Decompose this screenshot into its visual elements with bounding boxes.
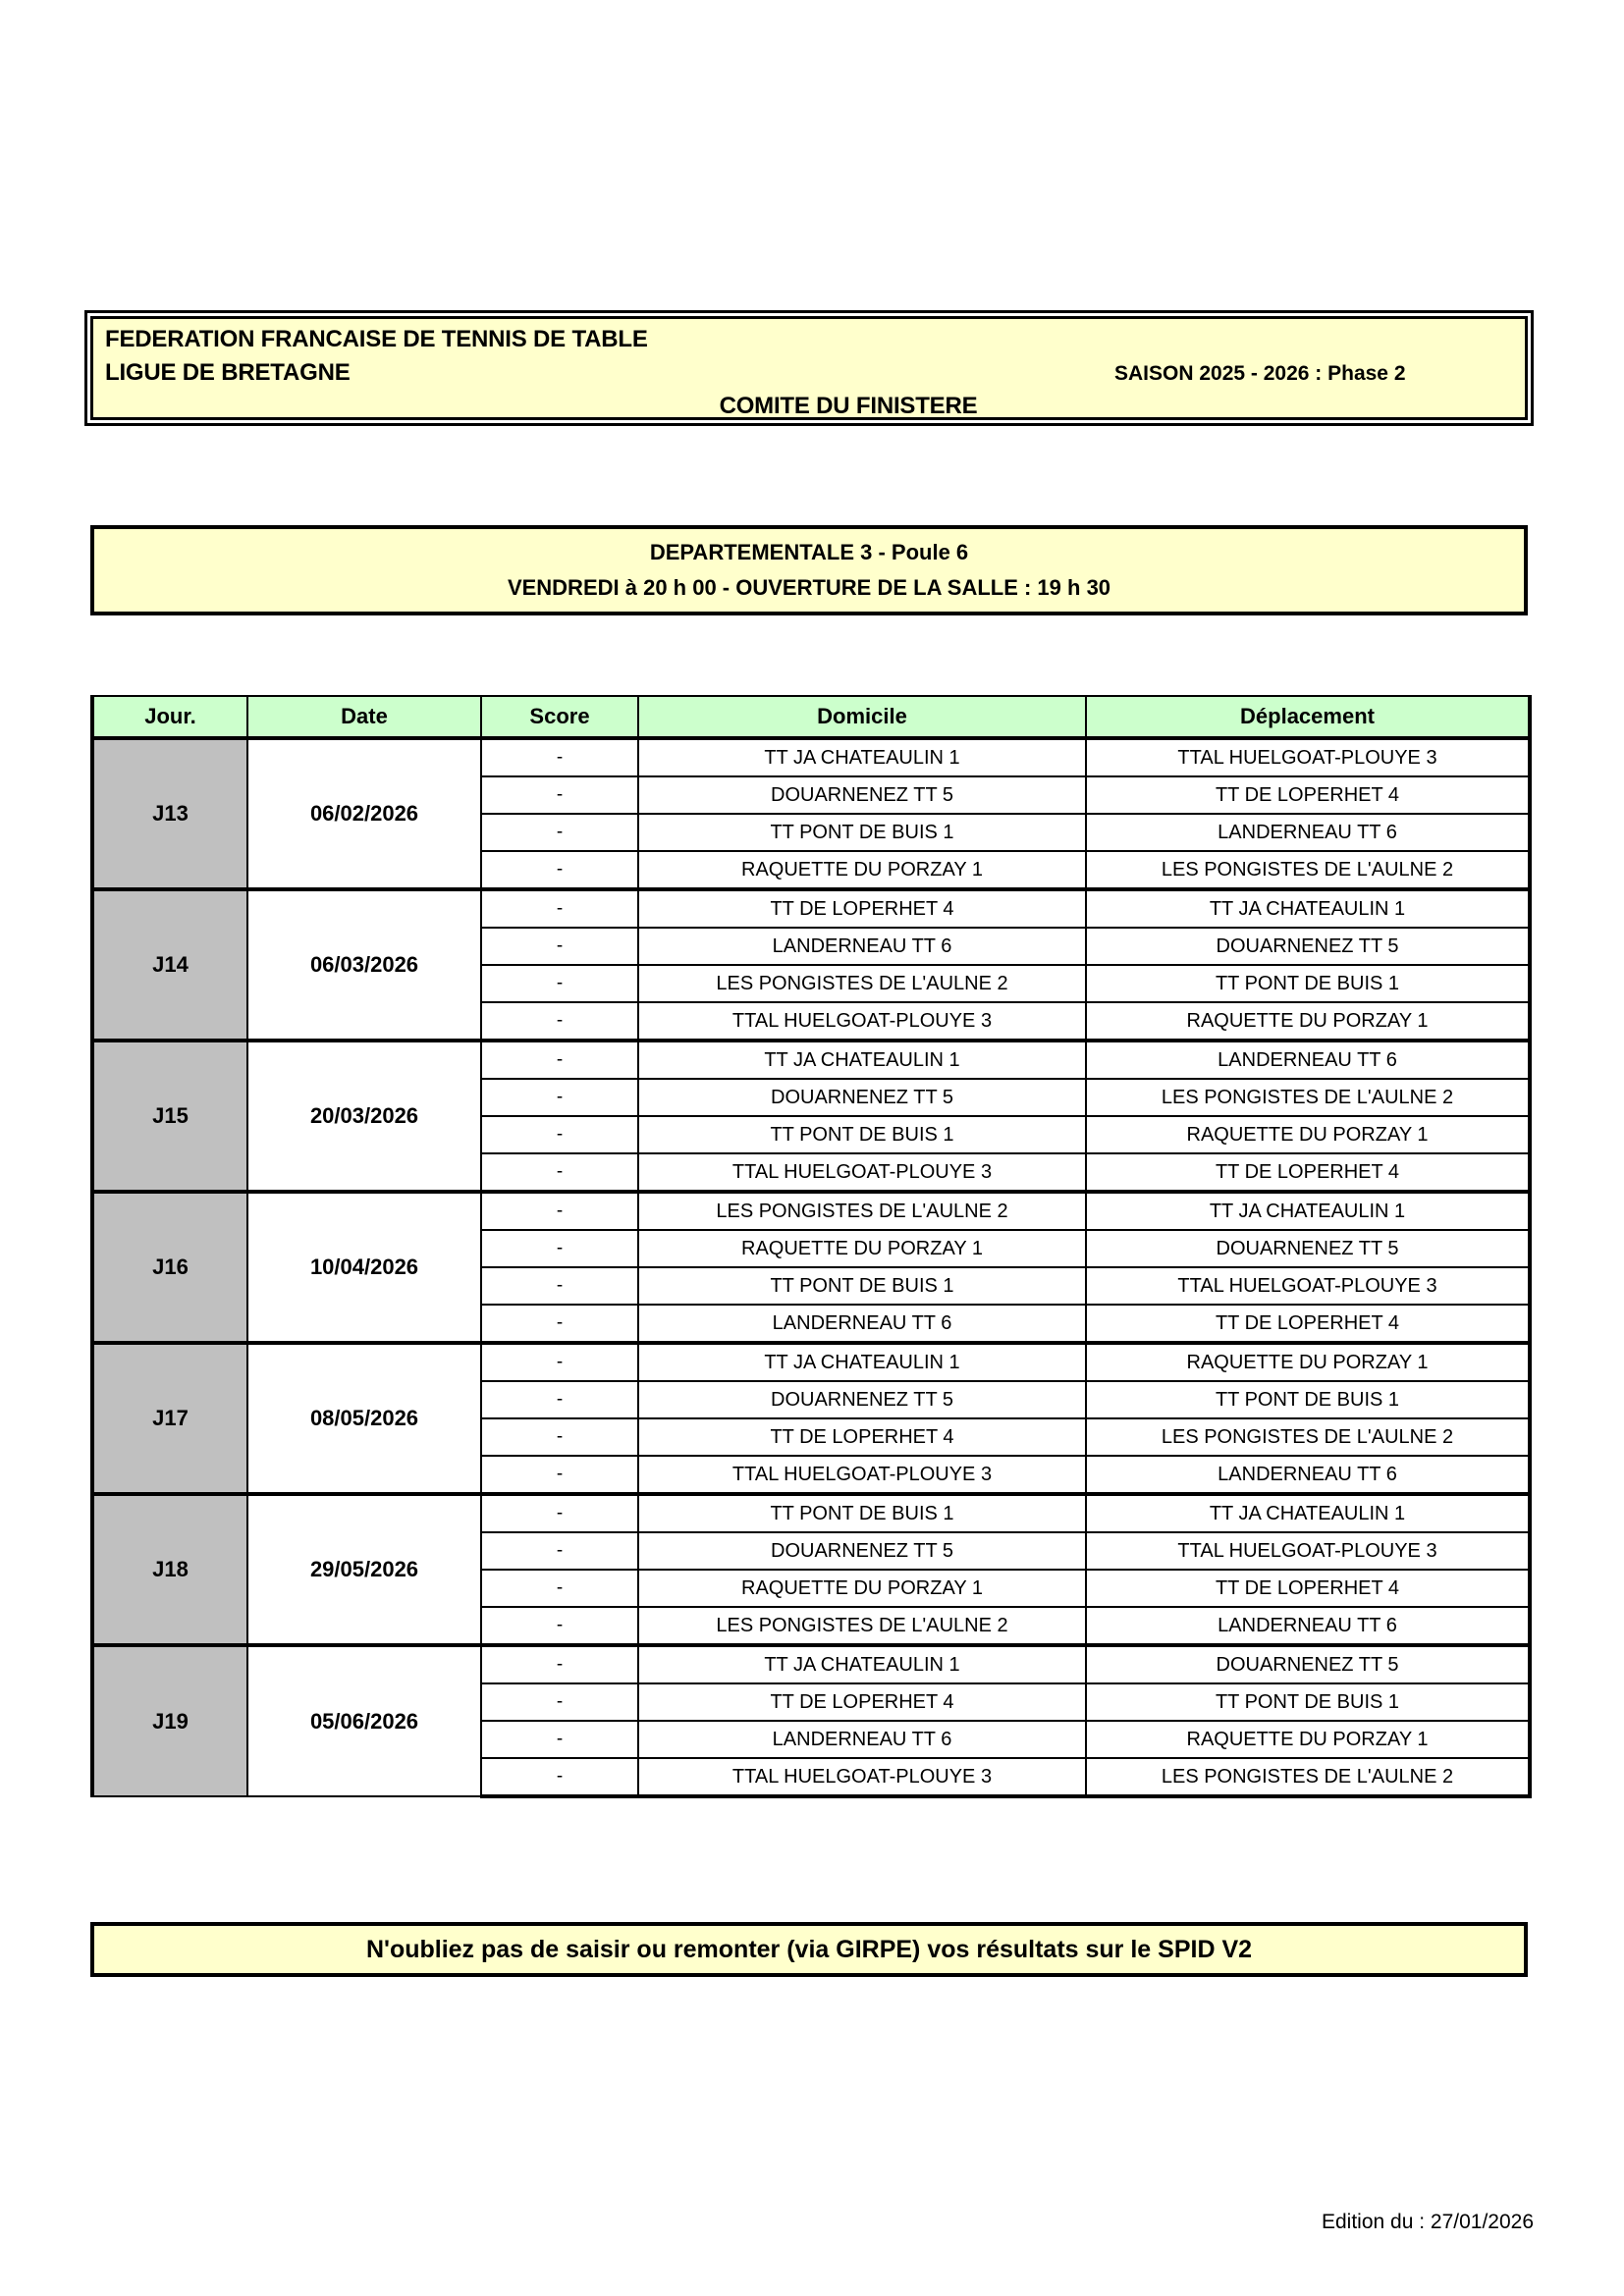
cell-score: - [481, 1153, 638, 1192]
cell-score: - [481, 1721, 638, 1758]
cell-score: - [481, 965, 638, 1002]
cell-away-team: LES PONGISTES DE L'AULNE 2 [1086, 1758, 1530, 1796]
cell-away-team: LES PONGISTES DE L'AULNE 2 [1086, 1418, 1530, 1456]
cell-away-team: DOUARNENEZ TT 5 [1086, 928, 1530, 965]
column-header-date: Date [247, 696, 481, 738]
cell-home-team: RAQUETTE DU PORZAY 1 [638, 1230, 1086, 1267]
cell-score: - [481, 1343, 638, 1381]
federation-header-inner [93, 319, 1525, 417]
column-header-jour: Jour. [92, 696, 247, 738]
schedule-time-label: VENDREDI à 20 h 00 - OUVERTURE DE LA SALLE : 19 h 30 [507, 575, 1111, 600]
cell-away-team: TT DE LOPERHET 4 [1086, 1153, 1530, 1192]
table-body [92, 738, 1530, 1796]
cell-away-team: TT JA CHATEAULIN 1 [1086, 889, 1530, 928]
cell-date: 08/05/2026 [247, 1343, 481, 1494]
schedule-table [90, 695, 1532, 1798]
column-header-deplacement: Déplacement [1086, 696, 1530, 738]
cell-away-team: DOUARNENEZ TT 5 [1086, 1645, 1530, 1683]
season-label: SAISON 2025 - 2026 : Phase 2 [1114, 362, 1406, 385]
column-header-domicile: Domicile [638, 696, 1086, 738]
cell-home-team: LES PONGISTES DE L'AULNE 2 [638, 1192, 1086, 1230]
cell-date: 29/05/2026 [247, 1494, 481, 1645]
cell-score: - [481, 1494, 638, 1532]
edition-stamp: Edition du : 27/01/2026 [1321, 2211, 1534, 2233]
cell-score: - [481, 1418, 638, 1456]
cell-home-team: TT PONT DE BUIS 1 [638, 1494, 1086, 1532]
cell-home-team: RAQUETTE DU PORZAY 1 [638, 851, 1086, 889]
cell-date: 06/03/2026 [247, 889, 481, 1041]
cell-home-team: LANDERNEAU TT 6 [638, 1305, 1086, 1343]
cell-home-team: DOUARNENEZ TT 5 [638, 776, 1086, 814]
cell-away-team: TT DE LOPERHET 4 [1086, 776, 1530, 814]
cell-home-team: TTAL HUELGOAT-PLOUYE 3 [638, 1758, 1086, 1796]
table-row [92, 889, 1530, 928]
division-label: DEPARTEMENTALE 3 - Poule 6 [649, 540, 969, 564]
cell-jour: J19 [92, 1645, 247, 1796]
cell-home-team: TT JA CHATEAULIN 1 [638, 1343, 1086, 1381]
cell-score: - [481, 1002, 638, 1041]
cell-away-team: LANDERNEAU TT 6 [1086, 1041, 1530, 1079]
cell-home-team: TT DE LOPERHET 4 [638, 1418, 1086, 1456]
cell-score: - [481, 776, 638, 814]
cell-home-team: LANDERNEAU TT 6 [638, 928, 1086, 965]
cell-home-team: DOUARNENEZ TT 5 [638, 1381, 1086, 1418]
cell-home-team: TT JA CHATEAULIN 1 [638, 738, 1086, 776]
cell-date: 20/03/2026 [247, 1041, 481, 1192]
cell-home-team: TTAL HUELGOAT-PLOUYE 3 [638, 1153, 1086, 1192]
cell-score: - [481, 1041, 638, 1079]
cell-away-team: TT DE LOPERHET 4 [1086, 1305, 1530, 1343]
comite-title: COMITE DU FINISTERE [719, 393, 978, 419]
ligue-title: LIGUE DE BRETAGNE [105, 359, 351, 386]
division-banner [90, 525, 1528, 615]
cell-home-team: TT PONT DE BUIS 1 [638, 1267, 1086, 1305]
cell-score: - [481, 1683, 638, 1721]
cell-score: - [481, 1192, 638, 1230]
cell-home-team: DOUARNENEZ TT 5 [638, 1079, 1086, 1116]
cell-away-team: TTAL HUELGOAT-PLOUYE 3 [1086, 738, 1530, 776]
cell-away-team: TT DE LOPERHET 4 [1086, 1570, 1530, 1607]
cell-away-team: DOUARNENEZ TT 5 [1086, 1230, 1530, 1267]
cell-home-team: LES PONGISTES DE L'AULNE 2 [638, 965, 1086, 1002]
reminder-banner [90, 1922, 1528, 1977]
cell-score: - [481, 814, 638, 851]
cell-score: - [481, 1267, 638, 1305]
cell-score: - [481, 1305, 638, 1343]
table-row [92, 738, 1530, 776]
cell-home-team: TTAL HUELGOAT-PLOUYE 3 [638, 1002, 1086, 1041]
cell-home-team: TT PONT DE BUIS 1 [638, 814, 1086, 851]
cell-jour: J14 [92, 889, 247, 1041]
cell-score: - [481, 1532, 638, 1570]
cell-score: - [481, 889, 638, 928]
cell-home-team: LANDERNEAU TT 6 [638, 1721, 1086, 1758]
table-row [92, 1645, 1530, 1683]
cell-away-team: LANDERNEAU TT 6 [1086, 1456, 1530, 1494]
cell-away-team: LES PONGISTES DE L'AULNE 2 [1086, 1079, 1530, 1116]
cell-away-team: LANDERNEAU TT 6 [1086, 814, 1530, 851]
cell-score: - [481, 738, 638, 776]
table-row [92, 1041, 1530, 1079]
cell-score: - [481, 1570, 638, 1607]
cell-jour: J18 [92, 1494, 247, 1645]
table-header-row [92, 696, 1530, 738]
cell-home-team: LES PONGISTES DE L'AULNE 2 [638, 1607, 1086, 1645]
table-row [92, 1343, 1530, 1381]
cell-score: - [481, 851, 638, 889]
cell-away-team: RAQUETTE DU PORZAY 1 [1086, 1721, 1530, 1758]
cell-date: 05/06/2026 [247, 1645, 481, 1796]
federation-title: FEDERATION FRANCAISE DE TENNIS DE TABLE [105, 326, 648, 352]
cell-away-team: TT PONT DE BUIS 1 [1086, 965, 1530, 1002]
cell-away-team: TTAL HUELGOAT-PLOUYE 3 [1086, 1267, 1530, 1305]
cell-score: - [481, 1456, 638, 1494]
cell-home-team: TT DE LOPERHET 4 [638, 889, 1086, 928]
cell-date: 10/04/2026 [247, 1192, 481, 1343]
cell-home-team: TT PONT DE BUIS 1 [638, 1116, 1086, 1153]
cell-away-team: LES PONGISTES DE L'AULNE 2 [1086, 851, 1530, 889]
cell-home-team: RAQUETTE DU PORZAY 1 [638, 1570, 1086, 1607]
cell-jour: J17 [92, 1343, 247, 1494]
federation-header-box [90, 316, 1528, 420]
cell-away-team: TT PONT DE BUIS 1 [1086, 1683, 1530, 1721]
cell-home-team: TT JA CHATEAULIN 1 [638, 1041, 1086, 1079]
cell-jour: J13 [92, 738, 247, 889]
cell-away-team: RAQUETTE DU PORZAY 1 [1086, 1116, 1530, 1153]
cell-home-team: DOUARNENEZ TT 5 [638, 1532, 1086, 1570]
cell-score: - [481, 1116, 638, 1153]
cell-home-team: TT JA CHATEAULIN 1 [638, 1645, 1086, 1683]
cell-away-team: RAQUETTE DU PORZAY 1 [1086, 1343, 1530, 1381]
cell-away-team: TT PONT DE BUIS 1 [1086, 1381, 1530, 1418]
cell-jour: J15 [92, 1041, 247, 1192]
cell-away-team: TT JA CHATEAULIN 1 [1086, 1192, 1530, 1230]
table-head [92, 696, 1530, 738]
cell-score: - [481, 1381, 638, 1418]
cell-score: - [481, 1645, 638, 1683]
cell-date: 06/02/2026 [247, 738, 481, 889]
cell-score: - [481, 1758, 638, 1796]
cell-home-team: TT DE LOPERHET 4 [638, 1683, 1086, 1721]
cell-score: - [481, 1607, 638, 1645]
cell-home-team: TTAL HUELGOAT-PLOUYE 3 [638, 1456, 1086, 1494]
cell-away-team: TTAL HUELGOAT-PLOUYE 3 [1086, 1532, 1530, 1570]
reminder-text: N'oubliez pas de saisir ou remonter (via GIRPE) vos résultats sur le SPID V2 [365, 1935, 1253, 1963]
cell-away-team: TT JA CHATEAULIN 1 [1086, 1494, 1530, 1532]
cell-score: - [481, 1079, 638, 1116]
column-header-score: Score [481, 696, 638, 738]
cell-away-team: RAQUETTE DU PORZAY 1 [1086, 1002, 1530, 1041]
cell-score: - [481, 1230, 638, 1267]
table-row [92, 1192, 1530, 1230]
cell-jour: J16 [92, 1192, 247, 1343]
cell-score: - [481, 928, 638, 965]
table-row [92, 1494, 1530, 1532]
cell-away-team: LANDERNEAU TT 6 [1086, 1607, 1530, 1645]
